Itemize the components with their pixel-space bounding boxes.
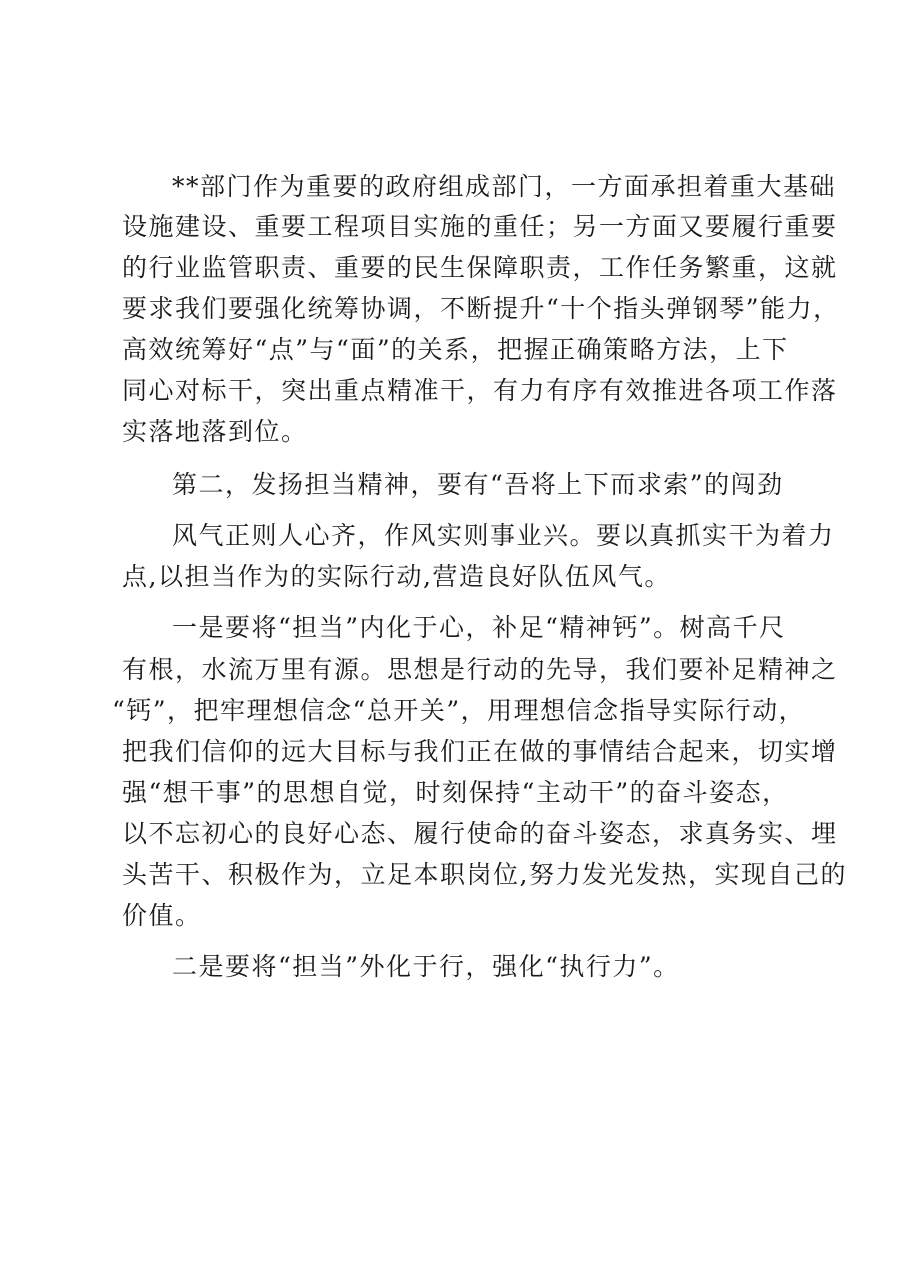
paragraph-3-line-3: “钙”，把牢理想信念“总开关”，用理想信念指导实际行动， bbox=[112, 696, 806, 725]
paragraph-4-line-1: 二是要将“担当”外化于行，强化“执行力”。 bbox=[172, 952, 680, 981]
paragraph-1-line-4: 要求我们要强化统筹协调，不断提升“十个指头弹钢琴”能力， bbox=[122, 294, 840, 323]
paragraph-3-line-1: 一是要将“担当”内化于心，补足“精神钙”。树高千尺 bbox=[172, 613, 786, 642]
paragraph-2-line-2: 点,以担当作为的实际行动,营造良好队伍风气。 bbox=[122, 562, 671, 591]
paragraph-1-line-2: 设施建设、重要工程项目实施的重任；另一方面又要履行重要 bbox=[122, 212, 838, 241]
section-heading: 第二，发扬担当精神，要有“吾将上下而求索”的闯劲 bbox=[172, 470, 784, 499]
paragraph-1-line-1: **部门作为重要的政府组成部门，一方面承担着重大基础 bbox=[172, 172, 837, 201]
paragraph-3-line-7: 头苦干、积极作为，立足本职岗位,努力发光发热，实现自己的 bbox=[122, 860, 847, 889]
paragraph-2-line-1: 风气正则人心齐，作风实则事业兴。要以真抓实干为着力 bbox=[172, 521, 835, 550]
paragraph-1-line-3: 的行业监管职责、重要的民生保障职责，工作任务繁重，这就 bbox=[122, 253, 838, 282]
paragraph-1-line-7: 实落地落到位。 bbox=[122, 417, 308, 446]
paragraph-1-line-5: 高效统筹好“点”与“面”的关系，把握正确策略方法，上下 bbox=[122, 335, 789, 364]
paragraph-3-line-5: 强“想干事”的思想自觉，时刻保持“主动干”的奋斗姿态， bbox=[122, 778, 789, 807]
paragraph-1-line-6: 同心对标干，突出重点精准干，有力有序有效推进各项工作落 bbox=[122, 376, 838, 405]
paragraph-3-line-4: 把我们信仰的远大目标与我们正在做的事情结合起来，切实增 bbox=[122, 737, 838, 766]
paragraph-3-line-6: 以不忘初心的良好心态、履行使命的奋斗姿态，求真务实、埋 bbox=[122, 819, 838, 848]
paragraph-3-line-8: 价值。 bbox=[122, 901, 202, 930]
paragraph-3-line-2: 有根，水流万里有源。思想是行动的先导，我们要补足精神之 bbox=[122, 655, 838, 684]
